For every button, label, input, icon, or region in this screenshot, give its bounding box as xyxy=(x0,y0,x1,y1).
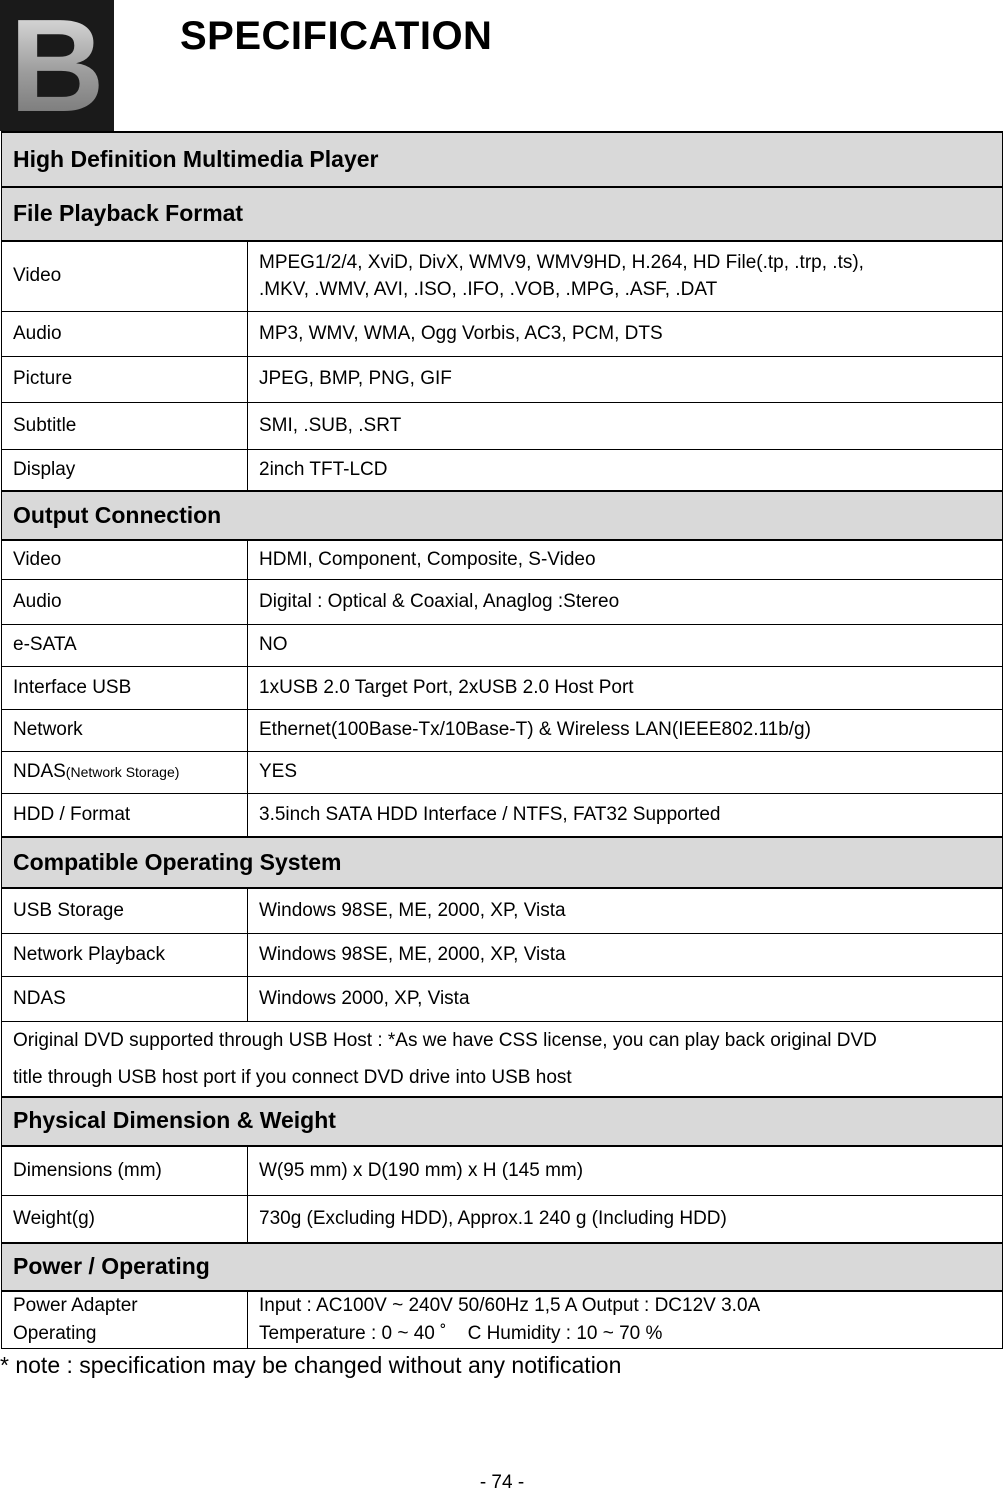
section-header-physical xyxy=(2,1097,1003,1146)
row-label: e-SATA xyxy=(2,624,248,666)
row-label xyxy=(2,751,248,793)
ndas-label: NDAS xyxy=(13,761,66,783)
row-label: Network xyxy=(2,709,248,751)
row-value: HDMI, Component, Composite, S-Video xyxy=(248,540,1003,579)
row-value: NO xyxy=(248,624,1003,666)
power-adapter-value: Input : AC100V ~ 240V 50/60Hz 1,5 A Output : DC12V 3.0A xyxy=(259,1295,761,1317)
row-value: MP3, WMV, WMA, Ogg Vorbis, AC3, PCM, DTS xyxy=(248,311,1003,356)
row-value: 3.5inch SATA HDD Interface / NTFS, FAT32 Supported xyxy=(248,793,1003,837)
table-row xyxy=(2,1146,1003,1196)
section-title: Compatible Operating System xyxy=(2,837,1003,888)
row-value: Ethernet(100Base-Tx/10Base-T) & Wireless LAN(IEEE802.11b/g) xyxy=(248,709,1003,751)
table-row xyxy=(2,579,1003,624)
row-value: YES xyxy=(248,751,1003,793)
table-row xyxy=(2,976,1003,1021)
row-label: Audio xyxy=(2,311,248,356)
row-label xyxy=(2,1291,248,1349)
table-row xyxy=(2,751,1003,793)
row-value: SMI, .SUB, .SRT xyxy=(248,402,1003,449)
table-row xyxy=(2,449,1003,491)
row-value: JPEG, BMP, PNG, GIF xyxy=(248,356,1003,402)
section-title: Output Connection xyxy=(2,491,1003,540)
row-label: Dimensions (mm) xyxy=(2,1146,248,1196)
page-number: - 74 - xyxy=(479,1472,525,1493)
row-label: NDAS xyxy=(2,976,248,1021)
table-row xyxy=(2,402,1003,449)
row-value: 730g (Excluding HDD), Approx.1 240 g (Including HDD) xyxy=(248,1196,1003,1243)
row-label: Display xyxy=(2,449,248,491)
row-value: Digital : Optical & Coaxial, Anaglog :Stereo xyxy=(248,579,1003,624)
row-value xyxy=(248,241,1003,311)
row-label: Interface USB xyxy=(2,666,248,709)
row-value-line: .MKV, .WMV, AVI, .ISO, .IFO, .VOB, .MPG, .ASF, .DAT xyxy=(259,279,718,301)
row-value: Windows 98SE, ME, 2000, XP, Vista xyxy=(248,933,1003,976)
row-value: Windows 98SE, ME, 2000, XP, Vista xyxy=(248,888,1003,933)
table-row xyxy=(2,540,1003,579)
table-row xyxy=(2,933,1003,976)
row-label: HDD / Format xyxy=(2,793,248,837)
row-label: Video xyxy=(2,540,248,579)
product-title: High Definition Multimedia Player xyxy=(2,132,1003,187)
section-header-playback xyxy=(2,187,1003,241)
table-row xyxy=(2,888,1003,933)
section-title: Power / Operating xyxy=(2,1243,1003,1291)
table-row xyxy=(2,241,1003,311)
table-row xyxy=(2,709,1003,751)
section-header-output xyxy=(2,491,1003,540)
table-row xyxy=(2,1291,1003,1349)
dvd-support-note xyxy=(2,1021,1003,1097)
row-label: Video xyxy=(2,241,248,311)
row-label: Network Playback xyxy=(2,933,248,976)
row-label: Picture xyxy=(2,356,248,402)
row-value: 1xUSB 2.0 Target Port, 2xUSB 2.0 Host Port xyxy=(248,666,1003,709)
table-row xyxy=(2,356,1003,402)
section-letter-badge xyxy=(0,0,114,131)
row-value: 2inch TFT-LCD xyxy=(248,449,1003,491)
row-label: USB Storage xyxy=(2,888,248,933)
operating-value: Temperature : 0 ~ 40 ˚ C Humidity : 10 ~ 70 % xyxy=(259,1322,663,1344)
row-label: Weight(g) xyxy=(2,1196,248,1243)
operating-label: Operating xyxy=(13,1322,97,1344)
row-value xyxy=(248,1291,1003,1349)
specification-table xyxy=(1,131,1003,1349)
ndas-label-note: (Network Storage) xyxy=(65,764,180,781)
table-row xyxy=(2,624,1003,666)
row-value: Windows 2000, XP, Vista xyxy=(248,976,1003,1021)
table-row xyxy=(2,666,1003,709)
page-title: SPECIFICATION xyxy=(180,14,493,58)
power-adapter-label: Power Adapter xyxy=(13,1295,138,1317)
note-line: title through USB host port if you connect DVD drive into USB host xyxy=(13,1066,572,1088)
note-line: Original DVD supported through USB Host : *As we have CSS license, you can play back original DVD xyxy=(13,1029,877,1051)
row-label: Subtitle xyxy=(2,402,248,449)
table-row xyxy=(2,311,1003,356)
table-row xyxy=(2,793,1003,837)
table-row xyxy=(2,1196,1003,1243)
row-value: W(95 mm) x D(190 mm) x H (145 mm) xyxy=(248,1146,1003,1196)
table-row xyxy=(2,1021,1003,1097)
section-letter: B xyxy=(9,0,105,131)
footer-note: * note : specification may be changed without any notification xyxy=(0,1352,622,1378)
section-header-power xyxy=(2,1243,1003,1291)
section-header-os xyxy=(2,837,1003,888)
row-value-line: MPEG1/2/4, XviD, DivX, WMV9, WMV9HD, H.264, HD File(.tp, .trp, .ts), xyxy=(259,251,864,273)
row-label: Audio xyxy=(2,579,248,624)
section-title: File Playback Format xyxy=(2,187,1003,241)
section-header-product xyxy=(2,132,1003,187)
section-title: Physical Dimension & Weight xyxy=(2,1097,1003,1146)
